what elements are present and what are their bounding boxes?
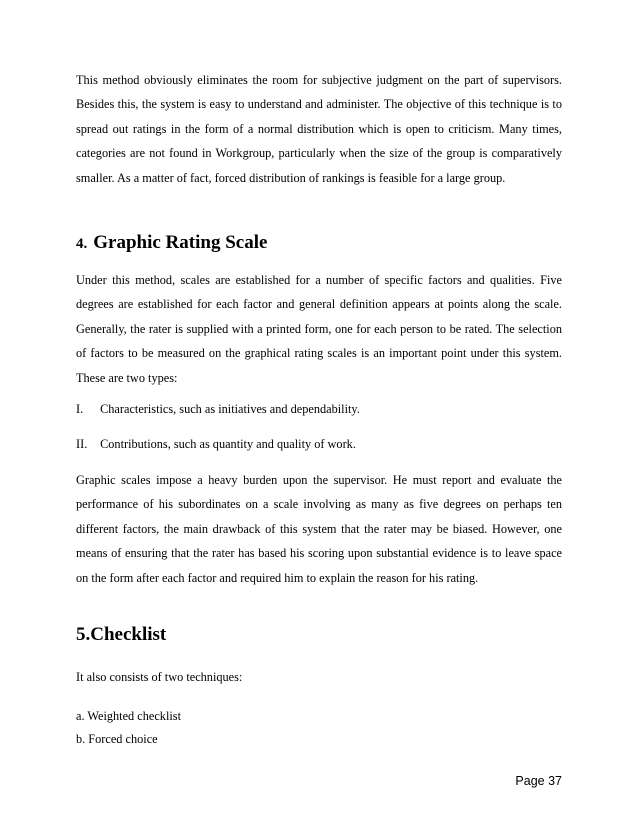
list-item-text: Contributions, such as quantity and quality of work. [100,437,356,451]
page-number: Page 37 [515,774,562,788]
section-number: 4. [76,236,88,252]
paragraph-forced-distribution: This method obviously eliminates the room for subjective judgment on the part of supervisors. Besides this, the system is easy to understand and administer. The objective of this technique is to spread out ratings in the form of a normal distribution which is open to criticism. Many times, categories are not found in Workgroup, particularly when the size of the group is comparatively smaller. As a matter of fact, forced distribution of rankings is feasible for a large group. [76,73,562,185]
list-item-text: Characteristics, such as initiatives and dependability. [100,402,360,416]
section-heading-checklist: 5.Checklist [76,624,167,645]
list-item-weighted-checklist: a. Weighted checklist [76,709,181,723]
list-item-forced-choice: b. Forced choice [76,732,158,746]
section-title: Graphic Rating Scale [93,232,268,253]
section-heading-graphic-rating-scale [76,228,267,255]
list-item-type-1 [76,401,360,417]
list-item-type-2 [76,436,356,452]
paragraph-graphic-rating-intro: Under this method, scales are established for a number of specific factors and qualities. Five degrees are established for each factor and general definition appears at points along the scale. Generally, the rater is supplied with a printed form, one for each person to be rated. The selection of factors to be measured on the graphical rating scales is an important point under this system. These are two types: [76,273,562,385]
paragraph-checklist-intro: It also consists of two techniques: [76,670,243,684]
list-item-label: I. [76,402,84,416]
paragraph-graphic-burden: Graphic scales impose a heavy burden upon the supervisor. He must report and evaluate the performance of his subordinates on a scale involving as many as five degrees on perhaps ten different factors, the main drawback of this system that the rater may be biased. However, one means of ensuring that the rater has based his scoring upon substantial evidence is to leave space on the form after each factor and required him to explain the reason for his rating. [76,473,562,585]
list-item-label: II. [76,437,88,451]
